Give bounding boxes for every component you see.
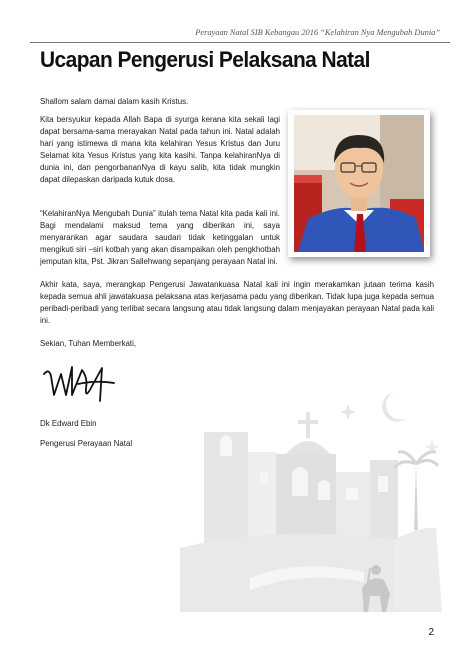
page-title: Ucapan Pengerusi Pelaksana Natal bbox=[40, 47, 370, 72]
paragraph-closing: Akhir kata, saya, merangkap Pengerusi Jawatankuasa Natal kali ini ingin merakamkan jutaan terima kasih kepada semua ahli jawatakuasa pelaksana atas kerjasama padu yang diberikan. Tidak lupa juga kepada semua peribadi-peribadi yang terlibat secara langsung atau tidak langsung dalam menjayakan perayaan Natal pada kali ini. bbox=[40, 280, 434, 325]
greeting: Shallom salam damai dalam kasih Kristus. bbox=[40, 97, 189, 106]
nativity-town-illustration bbox=[180, 380, 460, 620]
page-number: 2 bbox=[428, 627, 434, 638]
paragraph-theme: “KelahiranNya Mengubah Dunia” itulah tema Natal kita pada kali ini. Bagi mendalami maksud tema yang diberikan ini, saya menyarankan agar saudara saudari tidak ketinggalan untuk mengikuti siri –siri kotbah yang akan disampaikan oleh pengkhotbah jemputan kita, Pst. Jikran Sallehwang sepanjang perayaan Natal ini. bbox=[40, 209, 280, 266]
header-rule bbox=[30, 42, 450, 43]
closing-line: Sekian, Tuhan Memberkati, bbox=[40, 339, 137, 348]
running-header: Perayaan Natal SIB Kebangau 2016 “Kelahiran Nya Mengubah Dunia” bbox=[195, 28, 440, 37]
chairman-photo bbox=[288, 110, 430, 257]
signatory-name: Dk Edward Ebin bbox=[40, 419, 97, 428]
chairman-portrait-photo bbox=[294, 115, 424, 252]
handwritten-signature bbox=[42, 362, 118, 404]
signatory-role: Pengerusi Perayaan Natal bbox=[40, 439, 133, 448]
paragraph-thanks: Kita bersyukur kepada Allah Bapa di syurga kerana kita sekali lagi dapat bersama-sama merayakan Natal pada tahun ini. Natal adalah hari yang istimewa di mana kita kelahiran Yesus Kristus dan Juru Selamat kita Yesus Kristus yang kita kasihi. Tanpa kelahiranNya di dunia ini, dan pengorbananNya di kayu salib, kita tidak mungkin dapat dilepaskan daripada kutuk dosa. bbox=[40, 115, 280, 184]
